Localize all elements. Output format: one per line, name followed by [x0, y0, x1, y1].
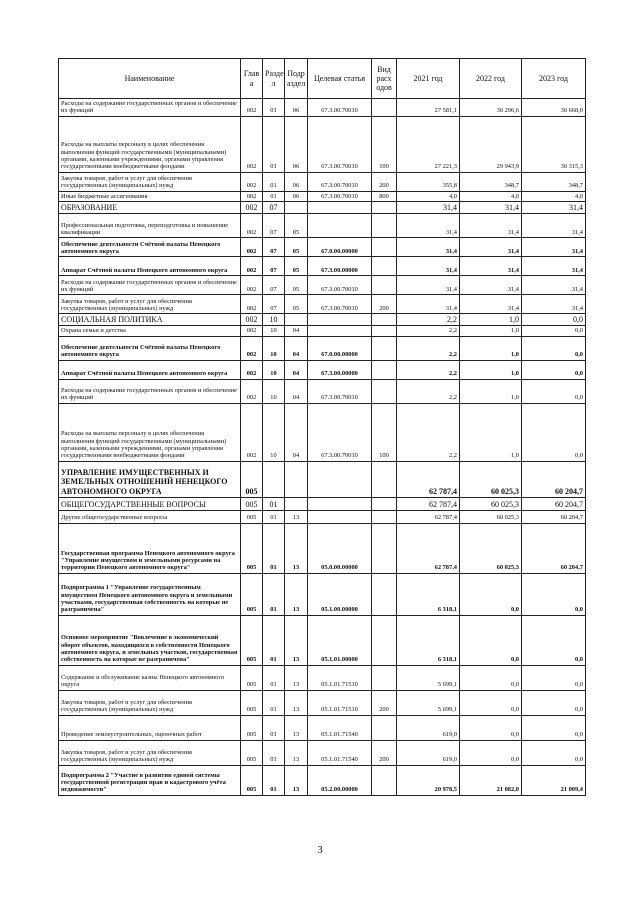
cell-y3: 0,0	[522, 336, 586, 360]
cell-y3: 0,0	[522, 690, 586, 715]
cell-cs: 67.3.00.70010	[308, 403, 372, 461]
cell-y1: 31,4	[397, 257, 460, 276]
cell-cs: 67.3.00.70010	[308, 276, 372, 295]
cell-g: 005	[241, 715, 263, 740]
cell-g: 005	[241, 523, 263, 573]
cell-p	[285, 497, 308, 510]
header-razdel: Разде л	[263, 59, 285, 99]
table-row	[59, 257, 586, 276]
cell-r: 01	[263, 740, 285, 765]
cell-r: 01	[263, 116, 285, 172]
cell-r: 01	[263, 523, 285, 573]
cell-y1: 6 318,1	[397, 615, 460, 665]
cell-r: 07	[263, 295, 285, 314]
cell-y2: 60 025,3	[460, 523, 522, 573]
cell-g: 005	[241, 665, 263, 690]
cell-g: 002	[241, 202, 263, 214]
cell-y1: 62 787,4	[397, 523, 460, 573]
cell-r: 07	[263, 276, 285, 295]
table-row	[59, 326, 586, 336]
cell-p: 05	[285, 295, 308, 314]
cell-y2: 0,0	[460, 715, 522, 740]
table-row	[59, 202, 586, 214]
cell-vr	[372, 336, 397, 360]
cell-g: 005	[241, 765, 263, 795]
header-target-article: Целевая статья	[308, 59, 372, 99]
cell-y3: 60 204,7	[522, 497, 586, 510]
cell-cs: 05.0.00.00000	[308, 523, 372, 573]
budget-table	[58, 58, 586, 796]
cell-p: 05	[285, 238, 308, 257]
cell-cs: 67.0.00.00000	[308, 336, 372, 360]
cell-y1: 27 581,1	[397, 99, 460, 117]
cell-p: 13	[285, 665, 308, 690]
cell-p: 06	[285, 116, 308, 172]
table-row	[59, 276, 586, 295]
cell-y2: 0,0	[460, 615, 522, 665]
cell-y2: 1,0	[460, 326, 522, 336]
cell-y2: 31,4	[460, 276, 522, 295]
cell-g: 002	[241, 257, 263, 276]
cell-p: 13	[285, 573, 308, 615]
header-year-2023: 2023 год	[522, 59, 586, 99]
cell-r: 10	[263, 403, 285, 461]
cell-y3: 0,0	[522, 403, 586, 461]
cell-g: 002	[241, 191, 263, 201]
table-row	[59, 461, 586, 497]
cell-y1: 2,2	[397, 336, 460, 360]
header-expense-type: Вид расх одов	[372, 59, 397, 99]
cell-g: 002	[241, 336, 263, 360]
cell-name: Проведение землеустроительных, оценочных работ	[59, 715, 241, 740]
cell-cs: 67.3.00.00000	[308, 360, 372, 379]
cell-y3: 30 668,0	[522, 99, 586, 117]
cell-vr	[372, 461, 397, 497]
cell-r: 01	[263, 99, 285, 117]
cell-cs	[308, 461, 372, 497]
cell-g: 002	[241, 214, 263, 238]
cell-vr: 200	[372, 172, 397, 191]
cell-p: 13	[285, 510, 308, 523]
cell-r: 01	[263, 615, 285, 665]
cell-y3: 31,4	[522, 295, 586, 314]
cell-p: 04	[285, 360, 308, 379]
cell-y3: 0,0	[522, 615, 586, 665]
cell-p	[285, 461, 308, 497]
cell-g: 002	[241, 276, 263, 295]
cell-vr	[372, 379, 397, 403]
cell-y1: 5 699,1	[397, 665, 460, 690]
cell-cs: 05.1.01.71540	[308, 740, 372, 765]
cell-name: Закупка товаров, работ и услуг для обеспечения государственных (муниципальных) нужд	[59, 172, 241, 191]
table-row	[59, 238, 586, 257]
cell-r: 07	[263, 238, 285, 257]
cell-g: 002	[241, 99, 263, 117]
cell-y3: 0,0	[522, 360, 586, 379]
cell-cs	[308, 202, 372, 214]
table-row	[59, 510, 586, 523]
cell-y3: 21 009,4	[522, 765, 586, 795]
cell-y2: 31,4	[460, 214, 522, 238]
cell-g: 005	[241, 573, 263, 615]
cell-y1: 5 699,1	[397, 690, 460, 715]
cell-vr: 200	[372, 690, 397, 715]
cell-cs	[308, 326, 372, 336]
cell-y2: 31,4	[460, 202, 522, 214]
cell-y2: 60 025,3	[460, 510, 522, 523]
cell-p: 05	[285, 257, 308, 276]
cell-name: Аппарат Счётной палаты Ненецкого автономного округа	[59, 257, 241, 276]
cell-y3: 60 204,7	[522, 523, 586, 573]
cell-p: 13	[285, 615, 308, 665]
cell-g: 002	[241, 238, 263, 257]
cell-name: Другие общегосударственные вопросы	[59, 510, 241, 523]
cell-y1: 619,0	[397, 740, 460, 765]
table-row	[59, 172, 586, 191]
cell-name: Расходы на выплаты персоналу в целях обеспечения выполнения функций государственными (муниципальными) органами, казенными учреждениями, органами управления государственными внебюджетными фондами	[59, 403, 241, 461]
cell-y1: 619,0	[397, 715, 460, 740]
cell-r: 01	[263, 765, 285, 795]
table-row	[59, 116, 586, 172]
cell-cs: 67.3.00.70010	[308, 379, 372, 403]
cell-y1: 2,2	[397, 379, 460, 403]
cell-y1: 355,8	[397, 172, 460, 191]
cell-y2: 1,0	[460, 379, 522, 403]
cell-name: Основное мероприятие "Вовлечение в экономический оборот объектов, находящихся в собственности Ненецкого автономного округа, и земельных участков, государственная собственность на которые не разграничена"	[59, 615, 241, 665]
cell-r: 01	[263, 715, 285, 740]
cell-y2: 60 025,3	[460, 461, 522, 497]
cell-vr	[372, 276, 397, 295]
cell-name: Государственная программа Ненецкого автономного округа "Управление имуществом и земельными ресурсами на территории Ненецкого автономного округа"	[59, 523, 241, 573]
header-glava: Глав а	[241, 59, 263, 99]
table-row	[59, 573, 586, 615]
cell-cs: 05.1.01.71540	[308, 715, 372, 740]
cell-vr: 800	[372, 191, 397, 201]
cell-r: 01	[263, 191, 285, 201]
table-row	[59, 765, 586, 795]
cell-r: 01	[263, 510, 285, 523]
cell-p: 13	[285, 715, 308, 740]
cell-r	[263, 461, 285, 497]
cell-y2: 29 943,9	[460, 116, 522, 172]
table-row	[59, 715, 586, 740]
table-row	[59, 99, 586, 117]
cell-y2: 31,4	[460, 257, 522, 276]
cell-name: ОБЩЕГОСУДАРСТВЕННЫЕ ВОПРОСЫ	[59, 497, 241, 510]
cell-p: 04	[285, 336, 308, 360]
cell-y1: 31,4	[397, 295, 460, 314]
cell-y1: 31,4	[397, 202, 460, 214]
table-row	[59, 191, 586, 201]
cell-vr	[372, 314, 397, 326]
cell-y3: 31,4	[522, 257, 586, 276]
cell-y1: 62 787,4	[397, 461, 460, 497]
header-podrazdel: Подр аздел	[285, 59, 308, 99]
cell-cs: 05.2.00.00000	[308, 765, 372, 795]
cell-r: 10	[263, 326, 285, 336]
cell-name: Расходы на содержание государственных органов и обеспечение их функций	[59, 276, 241, 295]
cell-name: Содержание и обслуживание казны Ненецкого автономного округа	[59, 665, 241, 690]
cell-r: 07	[263, 202, 285, 214]
cell-cs: 05.1.01.71510	[308, 665, 372, 690]
cell-cs: 67.3.00.70010	[308, 191, 372, 201]
cell-name: Профессиональная подготовка, переподготовка и повышение квалификации	[59, 214, 241, 238]
cell-name: Обеспечение деятельности Счётной палаты Ненецкого автономного округа	[59, 238, 241, 257]
table-row	[59, 497, 586, 510]
cell-y3: 31,4	[522, 276, 586, 295]
cell-r: 01	[263, 172, 285, 191]
header-row	[59, 59, 586, 99]
cell-y1: 4,0	[397, 191, 460, 201]
cell-vr	[372, 497, 397, 510]
cell-name: Закупка товаров, работ и услуг для обеспечения государственных (муниципальных) нужд	[59, 295, 241, 314]
cell-name: УПРАВЛЕНИЕ ИМУЩЕСТВЕННЫХ И ЗЕМЕЛЬНЫХ ОТНОШЕНИЙ НЕНЕЦКОГО АВТОНОМНОГО ОКРУГА	[59, 461, 241, 497]
cell-r: 01	[263, 690, 285, 715]
cell-p: 06	[285, 172, 308, 191]
cell-cs: 67.3.00.70010	[308, 99, 372, 117]
cell-vr	[372, 665, 397, 690]
cell-vr	[372, 326, 397, 336]
cell-r: 01	[263, 573, 285, 615]
cell-y3: 60 204,7	[522, 510, 586, 523]
cell-y2: 60 025,3	[460, 497, 522, 510]
cell-y2: 1,0	[460, 403, 522, 461]
cell-p: 06	[285, 99, 308, 117]
cell-y3: 348,7	[522, 172, 586, 191]
cell-y1: 2,2	[397, 403, 460, 461]
cell-r: 10	[263, 379, 285, 403]
cell-y1: 31,4	[397, 214, 460, 238]
cell-g: 002	[241, 379, 263, 403]
cell-cs: 05.1.00.00000	[308, 573, 372, 615]
cell-y2: 31,4	[460, 295, 522, 314]
cell-name: Расходы на выплаты персоналу в целях обеспечения выполнения функций государственными (муниципальными) органами, казенными учреждениями, органами управления государственными внебюджетными фондами	[59, 116, 241, 172]
cell-p: 13	[285, 765, 308, 795]
cell-y2: 0,0	[460, 740, 522, 765]
cell-y3: 0,0	[522, 573, 586, 615]
cell-name: Подпрограмма 1 "Управление государственным имуществом Ненецкого автономного округа и земельными участками, государственная собственность на которые не разграничена"	[59, 573, 241, 615]
cell-vr: 100	[372, 403, 397, 461]
cell-y2: 4,0	[460, 191, 522, 201]
cell-p: 05	[285, 214, 308, 238]
cell-y3: 0,0	[522, 326, 586, 336]
cell-y1: 20 978,5	[397, 765, 460, 795]
cell-cs: 67.3.00.70010	[308, 295, 372, 314]
cell-name: Подпрограмма 2 "Участие в развитии единой системы государственной регистрации прав и кадастрового учёта недвижимости"	[59, 765, 241, 795]
cell-g: 005	[241, 690, 263, 715]
cell-name: Иные бюджетные ассигнования	[59, 191, 241, 201]
cell-y1: 62 787,4	[397, 497, 460, 510]
cell-y3: 0,0	[522, 379, 586, 403]
cell-vr	[372, 510, 397, 523]
table-row	[59, 314, 586, 326]
cell-y2: 0,0	[460, 690, 522, 715]
cell-vr: 200	[372, 295, 397, 314]
cell-p: 05	[285, 276, 308, 295]
cell-g: 002	[241, 326, 263, 336]
cell-vr	[372, 765, 397, 795]
cell-vr	[372, 99, 397, 117]
cell-y3: 30 315,3	[522, 116, 586, 172]
cell-y1: 2,2	[397, 314, 460, 326]
cell-y1: 31,4	[397, 238, 460, 257]
cell-vr	[372, 238, 397, 257]
cell-vr	[372, 715, 397, 740]
cell-name: ОБРАЗОВАНИЕ	[59, 202, 241, 214]
cell-y2: 1,0	[460, 360, 522, 379]
cell-name: Закупка товаров, работ и услуг для обеспечения государственных (муниципальных) нужд	[59, 690, 241, 715]
cell-r: 07	[263, 257, 285, 276]
cell-vr	[372, 257, 397, 276]
cell-y2: 31,4	[460, 238, 522, 257]
table-row	[59, 214, 586, 238]
cell-g: 002	[241, 116, 263, 172]
cell-name: Охрана семьи и детства	[59, 326, 241, 336]
cell-r: 01	[263, 665, 285, 690]
cell-cs	[308, 497, 372, 510]
header-year-2022: 2022 год	[460, 59, 522, 99]
header-name: Наименование	[59, 59, 241, 99]
cell-g: 005	[241, 497, 263, 510]
table-row	[59, 665, 586, 690]
cell-name: СОЦИАЛЬНАЯ ПОЛИТИКА	[59, 314, 241, 326]
cell-r: 07	[263, 214, 285, 238]
table-row	[59, 403, 586, 461]
cell-y1: 6 318,1	[397, 573, 460, 615]
table-body	[59, 99, 586, 796]
cell-g: 002	[241, 314, 263, 326]
cell-p	[285, 314, 308, 326]
cell-cs	[308, 214, 372, 238]
cell-vr: 100	[372, 116, 397, 172]
cell-r: 10	[263, 360, 285, 379]
cell-cs: 67.3.00.00000	[308, 257, 372, 276]
cell-name: Расходы на содержание государственных органов и обеспечение их функций	[59, 99, 241, 117]
cell-r: 10	[263, 336, 285, 360]
cell-r: 10	[263, 314, 285, 326]
cell-y2: 348,7	[460, 172, 522, 191]
cell-y2: 1,0	[460, 314, 522, 326]
table-row	[59, 615, 586, 665]
cell-name: Закупка товаров, работ и услуг для обеспечения государственных (муниципальных) нужд	[59, 740, 241, 765]
cell-y3: 31,4	[522, 214, 586, 238]
table-row	[59, 379, 586, 403]
cell-g: 002	[241, 403, 263, 461]
cell-vr	[372, 202, 397, 214]
cell-y1: 2,2	[397, 326, 460, 336]
header-year-2021: 2021 год	[397, 59, 460, 99]
cell-y2: 0,0	[460, 573, 522, 615]
cell-p: 06	[285, 191, 308, 201]
cell-cs: 67.3.00.70010	[308, 172, 372, 191]
cell-g: 002	[241, 295, 263, 314]
cell-cs: 67.0.00.00000	[308, 238, 372, 257]
cell-p: 13	[285, 523, 308, 573]
cell-vr: 200	[372, 740, 397, 765]
cell-vr	[372, 360, 397, 379]
cell-y1: 2,2	[397, 360, 460, 379]
cell-y3: 0,0	[522, 715, 586, 740]
cell-p: 04	[285, 403, 308, 461]
table-row	[59, 360, 586, 379]
table-row	[59, 295, 586, 314]
cell-p: 13	[285, 690, 308, 715]
cell-y1: 27 221,3	[397, 116, 460, 172]
cell-g: 005	[241, 615, 263, 665]
cell-name: Расходы на содержание государственных органов и обеспечение их функций	[59, 379, 241, 403]
cell-p: 04	[285, 379, 308, 403]
cell-y2: 0,0	[460, 665, 522, 690]
cell-name: Аппарат Счётной палаты Ненецкого автономного округа	[59, 360, 241, 379]
cell-name: Обеспечение деятельности Счётной палаты Ненецкого автономного округа	[59, 336, 241, 360]
cell-g: 005	[241, 740, 263, 765]
cell-p: 13	[285, 740, 308, 765]
cell-p	[285, 202, 308, 214]
cell-vr	[372, 615, 397, 665]
cell-cs	[308, 314, 372, 326]
cell-g: 005	[241, 510, 263, 523]
cell-y1: 31,4	[397, 276, 460, 295]
cell-vr	[372, 573, 397, 615]
cell-g: 002	[241, 360, 263, 379]
cell-y3: 60 204,7	[522, 461, 586, 497]
page-number: 3	[317, 844, 323, 856]
cell-y3: 0,0	[522, 665, 586, 690]
cell-g: 005	[241, 461, 263, 497]
cell-y3: 0,0	[522, 314, 586, 326]
table-row	[59, 740, 586, 765]
table-row	[59, 336, 586, 360]
cell-y3: 4,0	[522, 191, 586, 201]
cell-p: 04	[285, 326, 308, 336]
cell-y2: 21 082,0	[460, 765, 522, 795]
table-row	[59, 690, 586, 715]
cell-y3: 0,0	[522, 740, 586, 765]
cell-cs: 67.3.00.70010	[308, 116, 372, 172]
cell-cs	[308, 510, 372, 523]
cell-g: 002	[241, 172, 263, 191]
table-row	[59, 523, 586, 573]
cell-y3: 31,4	[522, 238, 586, 257]
cell-vr	[372, 214, 397, 238]
cell-r: 01	[263, 497, 285, 510]
cell-cs: 05.1.01.71510	[308, 690, 372, 715]
cell-y1: 62 787,4	[397, 510, 460, 523]
cell-y2: 30 296,6	[460, 99, 522, 117]
cell-vr	[372, 523, 397, 573]
cell-y2: 1,0	[460, 336, 522, 360]
cell-y3: 31,4	[522, 202, 586, 214]
cell-cs: 05.1.01.00000	[308, 615, 372, 665]
